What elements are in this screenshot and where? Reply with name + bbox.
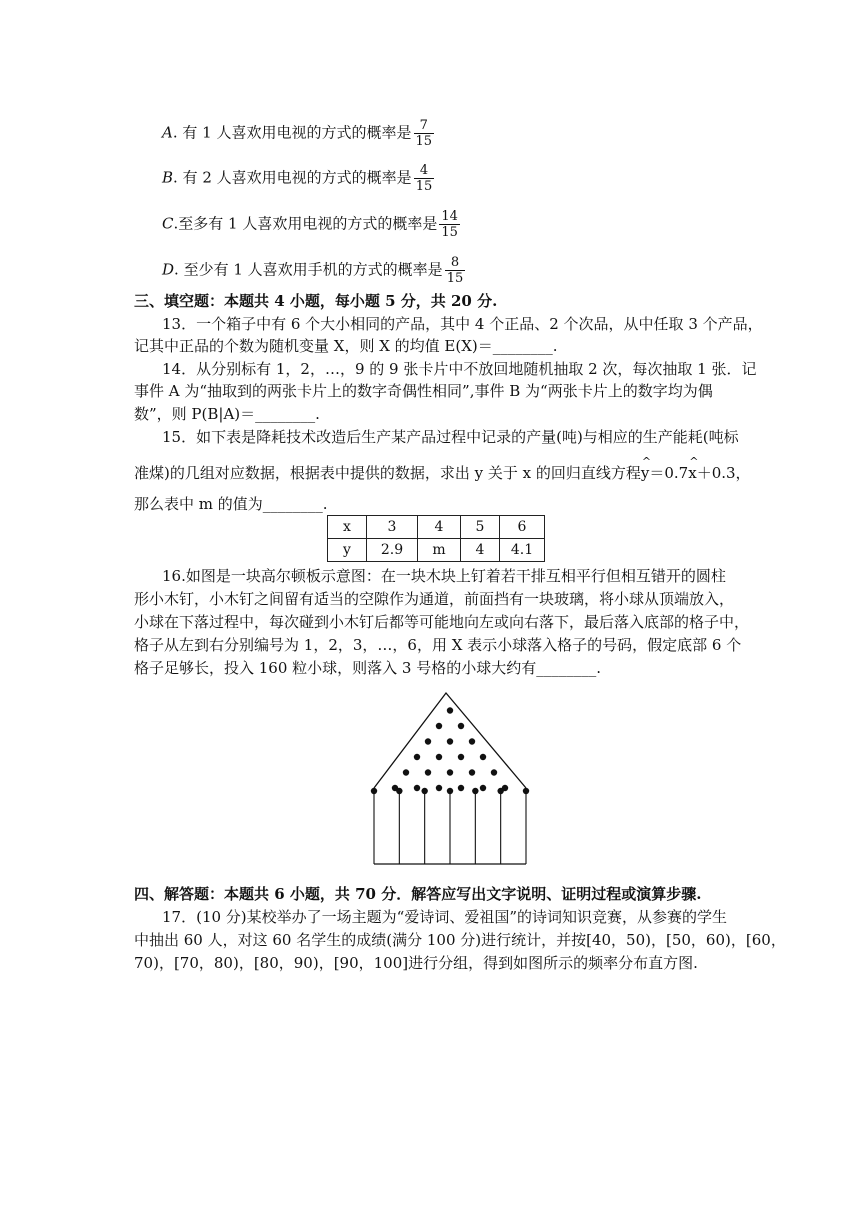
q15-line3: 那么表中 m 的值为________. xyxy=(134,495,328,513)
option-letter: C xyxy=(162,214,174,233)
option-text: 有 2 人喜欢用电视的方式的概率是 xyxy=(182,168,412,187)
q16-line5: 格子足够长，投入 160 粒小球，则落入 3 号格的小球大约有________. xyxy=(134,659,602,677)
peg xyxy=(458,723,464,729)
q13-line2: 记其中正品的个数为随机变量 X，则 X 的均值 E(X)＝________. xyxy=(134,337,558,355)
fraction: $\frac{8}{15}$ xyxy=(446,255,464,286)
option-letter: D xyxy=(162,260,175,279)
table-cell: y xyxy=(328,539,367,562)
q16-line3: 小球在下落过程中，每次碰到小木钉后都等可能地向左或向右落下，最后落入底部的格子中， xyxy=(134,613,750,631)
table-cell: 5 xyxy=(461,516,500,539)
q16-line1: 16.如图是一块高尔顿板示意图：在一块木块上钉着若干排互相平行但相互错开的圆柱 xyxy=(162,567,726,585)
section-3-heading: 三、填空题：本题共 4 小题，每小题 5 分，共 20 分. xyxy=(134,292,498,310)
q15-line1: 15．如下表是降耗技术改造后生产某产品过程中记录的产量(吨)与相应的生产能耗(吨标 xyxy=(162,428,739,446)
table-cell: 4 xyxy=(461,539,500,562)
table-cell: m xyxy=(418,539,461,562)
y-hat: ^ y xyxy=(641,463,649,483)
option-c: C.至多有 1 人喜欢用电视的方式的概率是 $\frac{14}{15}$ xyxy=(162,209,458,240)
peg xyxy=(447,707,453,713)
table-cell: 4.1 xyxy=(500,539,545,562)
option-a: A. 有 1 人喜欢用电视的方式的概率是 $\frac{7}{15}$ xyxy=(162,118,433,149)
section-4-heading: 四、解答题：本题共 6 小题，共 70 分．解答应写出文字说明、证明过程或演算步骤. xyxy=(134,885,702,903)
peg xyxy=(436,754,442,760)
option-d: D. 至少有 1 人喜欢用手机的方式的概率是 $\frac{8}{15}$ xyxy=(162,255,464,286)
peg xyxy=(458,754,464,760)
peg xyxy=(425,769,431,775)
table-cell: x xyxy=(328,516,367,539)
peg xyxy=(436,723,442,729)
peg xyxy=(469,738,475,744)
peg xyxy=(447,738,453,744)
table-cell: 2.9 xyxy=(367,539,418,562)
q14-line2: 事件 A 为“抽取到的两张卡片上的数字奇偶性相同”,事件 B 为“两张卡片上的数字均为偶 xyxy=(134,382,713,400)
peg xyxy=(447,769,453,775)
fraction: $\frac{4}{15}$ xyxy=(415,163,433,194)
q15-line2: 准煤)的几组对应数据，根据表中提供的数据，求出 y 关于 x 的回归直线方程^ y＝0.7^ x＋0.3， xyxy=(134,463,751,483)
peg xyxy=(491,769,497,775)
table-row xyxy=(328,516,545,539)
peg xyxy=(469,769,475,775)
data-table xyxy=(327,515,545,562)
option-text: 至多有 1 人喜欢用电视的方式的概率是 xyxy=(178,214,438,233)
fraction: $\frac{14}{15}$ xyxy=(441,209,458,240)
peg xyxy=(458,785,464,791)
q13-line1: 13．一个箱子中有 6 个大小相同的产品，其中 4 个正品、2 个次品，从中任取 3 个产品， xyxy=(162,315,763,333)
table-cell: 4 xyxy=(418,516,461,539)
peg xyxy=(480,754,486,760)
peg xyxy=(436,785,442,791)
table-row xyxy=(328,539,545,562)
table-cell: 3 xyxy=(367,516,418,539)
fraction: $\frac{7}{15}$ xyxy=(415,118,433,149)
option-letter: B xyxy=(162,168,174,187)
peg xyxy=(414,785,420,791)
x-hat: ^ x xyxy=(688,463,696,483)
option-text: 有 1 人喜欢用电视的方式的概率是 xyxy=(182,123,412,142)
option-b: B. 有 2 人喜欢用电视的方式的概率是 $\frac{4}{15}$ xyxy=(162,163,433,194)
table-cell: 6 xyxy=(500,516,545,539)
galton-board-figure xyxy=(370,690,530,870)
q14-line1: 14．从分别标有 1，2，…，9 的 9 张卡片中不放回地随机抽取 2 次，每次抽取 1 张．记 xyxy=(162,360,757,378)
option-text: 至少有 1 人喜欢用手机的方式的概率是 xyxy=(183,260,443,279)
peg xyxy=(480,785,486,791)
peg xyxy=(403,769,409,775)
q16-line2: 形小木钉，小木钉之间留有适当的空隙作为通道，前面挡有一块玻璃，将小球从顶端放入， xyxy=(134,590,735,608)
q17-line3: 70)，[70，80)，[80，90)，[90，100]进行分组，得到如图所示的频率分布直方图. xyxy=(134,954,698,972)
option-letter: A xyxy=(162,123,173,142)
q14-line3: 数”，则 P(B|A)＝________. xyxy=(134,405,320,423)
peg xyxy=(414,754,420,760)
q17-line2: 中抽出 60 人，对这 60 名学生的成绩(满分 100 分)进行统计，并按[40，50)，[50，60)，[60， xyxy=(134,931,786,949)
q17-line1: 17．(10 分)某校举办了一场主题为“爱诗词、爱祖国”的诗词知识竞赛，从参赛的学生 xyxy=(162,908,727,926)
q16-line4: 格子从左到右分别编号为 1，2，3，…，6，用 X 表示小球落入格子的号码，假定底部 6 个 xyxy=(134,636,742,654)
peg xyxy=(425,738,431,744)
